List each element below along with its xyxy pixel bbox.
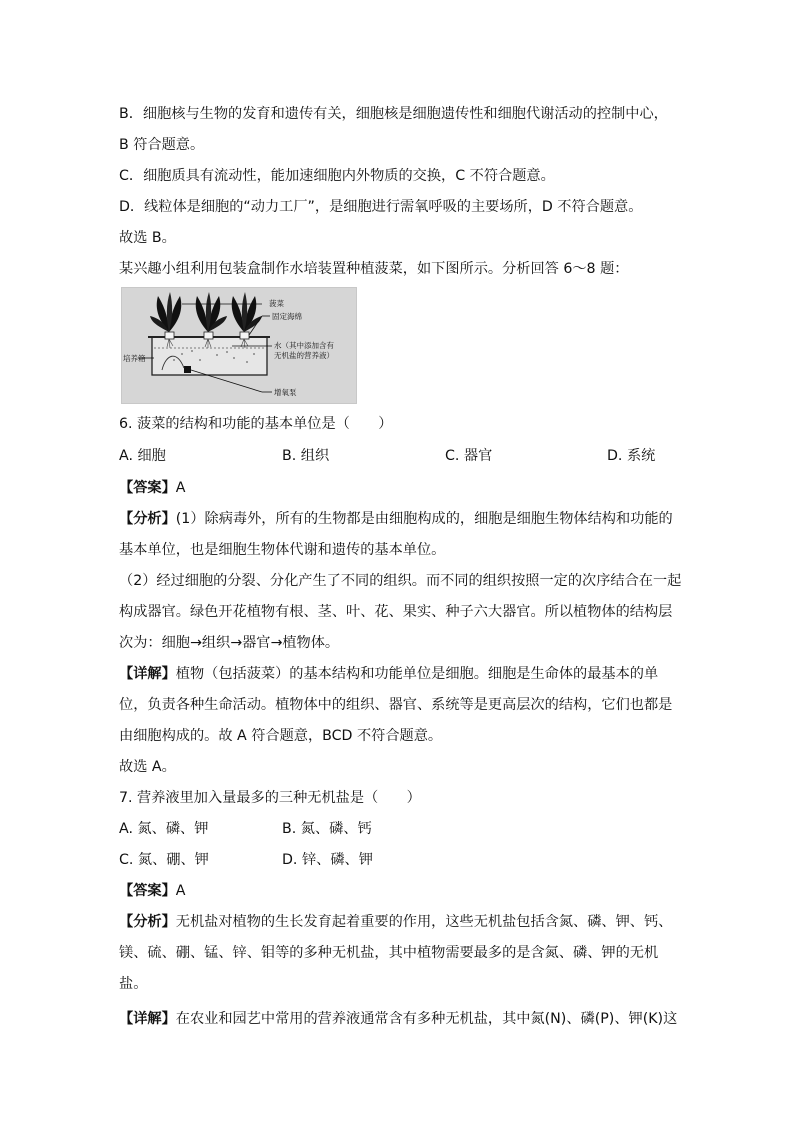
option-c-explanation: C．细胞质具有流动性，能加速细胞内外物质的交换，C 不符合题意。 <box>119 168 555 184</box>
option-b-explanation-line1: B．细胞核与生物的发育和遗传有关，细胞核是细胞遗传性和细胞代谢活动的控制中心， <box>119 106 668 122</box>
label-water-line1: 水（其中添加含有 <box>274 341 334 350</box>
q7-answer <box>119 881 185 901</box>
q7-analysis-tag: 【分析】 <box>119 914 176 930</box>
label-air-pump: 增氧泵 <box>274 388 297 397</box>
hydroponic-figure <box>121 287 357 404</box>
q6-answer-tag: 【答案】 <box>119 480 176 496</box>
q6-option-c: C. 器官 <box>445 448 493 464</box>
q7-option-c: C. 氮、硼、钾 <box>119 852 209 868</box>
q6-answer-value: A <box>175 480 186 496</box>
q7-answer-tag: 【答案】 <box>119 883 176 899</box>
previous-choose-line: 故选 B。 <box>119 230 176 246</box>
q6-analysis-line4: 构成器官。绿色开花植物有根、茎、叶、花、果实、种子六大器官。所以植物体的结构层 <box>119 604 673 620</box>
q6-detail-line3: 由细胞构成的。故 A 符合题意，BCD 不符合题意。 <box>119 728 443 744</box>
q7-analysis-line3: 盐。 <box>119 976 148 992</box>
label-culture-box: 培养箱 <box>123 354 146 363</box>
q6-stem: 6. 菠菜的结构和功能的基本单位是（ ） <box>119 416 393 432</box>
q7-option-b: B. 氮、磷、钙 <box>282 821 372 837</box>
q6-detail-line2: 位，负责各种生命活动。植物体中的组织、器官、系统等是更高层次的结构，它们也都是 <box>119 697 673 713</box>
q6-choose: 故选 A。 <box>119 759 176 775</box>
q6-detail-tag: 【详解】 <box>119 666 176 682</box>
sponge-2 <box>204 332 213 339</box>
q7-analysis-text1: 无机盐对植物的生长发育起着重要的作用，这些无机盐包括含氮、磷、钾、钙、 <box>175 914 673 930</box>
group-intro: 某兴趣小组利用包装盒制作水培装置种植菠菜，如下图所示。分析回答 6～8 题： <box>119 261 629 277</box>
q7-detail-line1 <box>119 1009 677 1029</box>
option-d-explanation: D．线粒体是细胞的“动力工厂”，是细胞进行需氧呼吸的主要场所，D 不符合题意。 <box>119 199 643 215</box>
q6-option-d: D. 系统 <box>607 448 656 464</box>
label-spinach: 菠菜 <box>269 299 284 308</box>
q6-analysis-line1 <box>119 509 673 529</box>
q7-analysis-line1 <box>119 912 672 932</box>
q7-stem: 7. 营养液里加入量最多的三种无机盐是（ ） <box>119 790 421 806</box>
q7-detail-tag: 【详解】 <box>119 1011 176 1027</box>
q6-option-a: A. 细胞 <box>119 448 166 464</box>
q7-detail-text1: 在农业和园艺中常用的营养液通常含有多种无机盐，其中氮(N)、磷(P)、钾(K)这 <box>175 1011 678 1027</box>
q6-analysis-line2: 基本单位，也是细胞生物体代谢和遗传的基本单位。 <box>119 542 446 558</box>
q6-option-b: B. 组织 <box>282 448 330 464</box>
q7-option-a: A. 氮、磷、钾 <box>119 821 209 837</box>
label-sponge: 固定海绵 <box>272 312 302 321</box>
q7-option-d: D. 锌、磷、钾 <box>282 852 373 868</box>
option-b-explanation-line2: B 符合题意。 <box>119 137 205 153</box>
q6-detail-text1: 植物（包括菠菜）的基本结构和功能单位是细胞。细胞是生命体的最基本的单 <box>175 666 659 682</box>
q6-answer <box>119 478 185 498</box>
q6-analysis-line3: （2）经过细胞的分裂、分化产生了不同的组织。而不同的组织按照一定的次序结合在一起 <box>119 573 682 589</box>
q6-analysis-text1: (1）除病毒外，所有的生物都是由细胞构成的，细胞是细胞生物体结构和功能的 <box>175 511 673 527</box>
q6-analysis-tag: 【分析】 <box>119 511 176 527</box>
sponge-3 <box>240 332 249 339</box>
label-water-line2: 无机盐的营养液） <box>274 351 334 360</box>
q7-answer-value: A <box>175 883 186 899</box>
sponge-1 <box>165 332 174 339</box>
q6-detail-line1 <box>119 664 658 684</box>
air-pump <box>184 366 191 373</box>
q7-analysis-line2: 镁、硫、硼、锰、锌、钼等的多种无机盐，其中植物需要最多的是含氮、磷、钾的无机 <box>119 945 659 961</box>
q6-analysis-line5: 次为：细胞→组织→器官→植物体。 <box>119 635 340 651</box>
